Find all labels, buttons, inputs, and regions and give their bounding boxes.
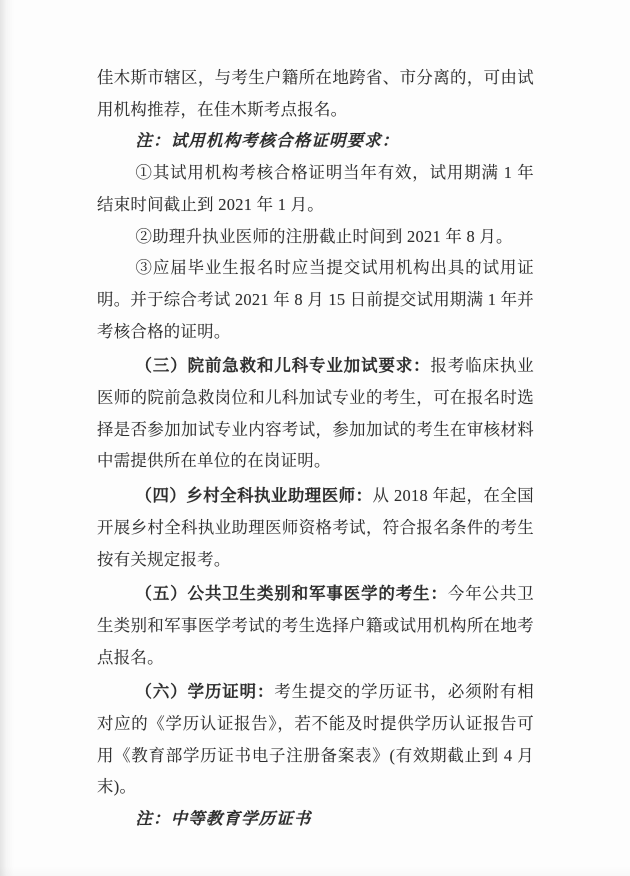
section-paragraph-5 <box>97 578 534 673</box>
section-6-text: 考生提交的学历证书，必须附有相对应的《学历认证报告》，若不能及时提供学历认证报告可用《教育部学历证书电子注册备案表》(有效期截止到 4 月末)。 <box>97 682 534 797</box>
note-trial-org-requirements: 注：试用机构考核合格证明要求： <box>135 131 400 151</box>
document-body <box>97 62 534 835</box>
section-3-text: 报考临床执业医师的院前急救岗位和儿科加试专业的考生，可在报名时选择是否参加加试专业内容考试，参加加试的考生在审核材料中需提供所在单位的在岗证明。 <box>97 356 534 471</box>
numbered-item-3: ③应届毕业生报名时应当提交试用机构出具的试用证明。并于综合考试 2021 年 8 月 15 日前提交试用期满 1 年并考核合格的证明。 <box>97 258 534 341</box>
section-3-heading: （三）院前急救和儿科专业加试要求： <box>135 356 431 376</box>
note-secondary-education: 注：中等教育学历证书 <box>135 809 312 829</box>
section-4-heading: （四）乡村全科执业助理医师： <box>135 486 373 506</box>
numbered-item-2: ②助理升执业医师的注册截止时间到 2021 年 8 月。 <box>135 226 513 246</box>
paragraph-continuation: 佳木斯市辖区，与考生户籍所在地跨省、市分离的，可由试用机构推荐，在佳木斯考点报名。 <box>97 68 534 119</box>
section-5-heading: （五）公共卫生类别和军事医学的考生： <box>135 584 448 604</box>
numbered-item-1: ①其试用机构考核合格证明当年有效，试用期满 1 年结束时间截止到 2021 年 1 月。 <box>97 163 534 214</box>
paper-bottom-shading <box>0 866 630 876</box>
section-paragraph-6 <box>97 676 534 803</box>
section-paragraph-3 <box>97 350 534 477</box>
section-paragraph-4 <box>97 480 534 575</box>
section-5-text: 今年公共卫生类别和军事医学考试的考生选择户籍或试用机构所在地考点报名。 <box>97 584 534 667</box>
paper-edge-shading <box>0 0 14 876</box>
section-4-text: 从 2018 年起，在全国开展乡村全科执业助理医师资格考试，符合报名条件的考生按有关规定报考。 <box>97 486 534 569</box>
section-6-heading: （六）学历证明： <box>135 682 275 702</box>
